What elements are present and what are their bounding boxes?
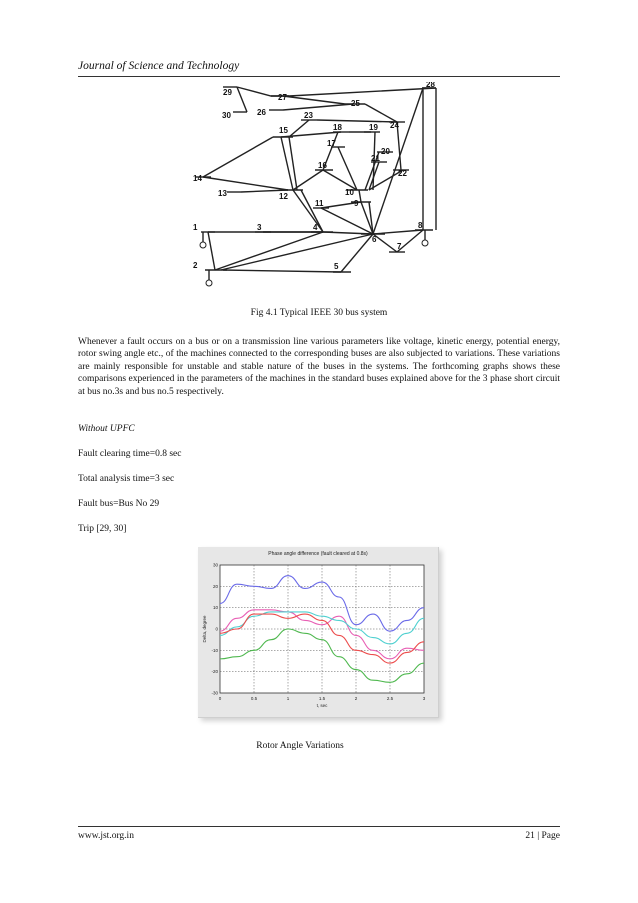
fault-bus: Fault bus=Bus No 29 [78, 499, 160, 509]
svg-text:12: 12 [279, 192, 288, 201]
rotor-angle-chart [198, 547, 439, 718]
x-axis-label: t, sec [316, 703, 328, 708]
svg-text:17: 17 [327, 139, 336, 148]
x-tick-label: 0.5 [250, 696, 258, 701]
svg-text:9: 9 [354, 199, 359, 208]
svg-text:29: 29 [223, 88, 232, 97]
body-paragraph: Whenever a fault occurs on a bus or on a transmission line various parameters like voltage, kinetic energy, potential energy, rotor swing angle etc., of the machines connected to the corresponding buses are also subjected to variations. These variations are mainly responsible for unstable and stable nature of the buses in the systems. The forthcoming graphs shows these comparisons experienced in the parameters of the machines in the standard buses explained above for the 3 phase short circuit at bus no.3s and bus no.5 respectively. [78, 337, 560, 397]
chart-caption: Rotor Angle Variations [256, 741, 344, 751]
page-header [78, 58, 560, 77]
y-tick-label: 0 [215, 626, 218, 632]
svg-text:30: 30 [222, 111, 231, 120]
svg-text:1: 1 [193, 223, 198, 232]
footer-page-number: 21 | Page [525, 831, 560, 841]
svg-text:4: 4 [313, 223, 318, 232]
svg-text:7: 7 [397, 242, 402, 251]
x-tick-label: 1 [286, 696, 290, 701]
rotor-angle-plot [198, 547, 438, 717]
page-footer [78, 826, 560, 841]
svg-text:20: 20 [381, 147, 390, 156]
x-tick-label: 1.5 [318, 696, 326, 701]
footer-website: www.jst.org.in [78, 831, 134, 841]
svg-text:16: 16 [318, 161, 327, 170]
svg-text:8: 8 [418, 221, 423, 230]
svg-text:6: 6 [372, 235, 377, 244]
x-tick-label: 3 [422, 696, 426, 701]
svg-text:27: 27 [278, 93, 287, 102]
total-analysis-time: Total analysis time=3 sec [78, 474, 175, 484]
x-tick-label: 2 [354, 696, 358, 701]
svg-text:21: 21 [371, 154, 380, 163]
svg-text:3: 3 [257, 223, 262, 232]
y-tick-label: -10 [211, 647, 218, 653]
svg-text:23: 23 [304, 111, 313, 120]
y-tick-label: -30 [211, 690, 218, 696]
svg-text:25: 25 [351, 99, 360, 108]
svg-text:14: 14 [193, 174, 202, 183]
y-tick-label: 10 [212, 605, 218, 611]
svg-text:5: 5 [334, 262, 339, 271]
section-title-without-upfc: Without UPFC [78, 424, 135, 434]
svg-text:11: 11 [315, 199, 324, 208]
journal-title: Journal of Science and Technology [78, 60, 240, 72]
x-tick-label: 0 [218, 696, 222, 701]
svg-text:24: 24 [390, 121, 399, 130]
y-axis-label: Delta, degree [202, 615, 207, 643]
y-tick-label: 30 [212, 562, 218, 568]
x-tick-label: 2.5 [386, 696, 394, 701]
trip-buses: Trip [29, 30] [78, 524, 127, 534]
ieee-30-bus-diagram [193, 82, 438, 292]
svg-text:15: 15 [279, 126, 288, 135]
svg-text:28: 28 [426, 82, 435, 89]
svg-text:22: 22 [398, 169, 407, 178]
svg-text:19: 19 [369, 123, 378, 132]
y-tick-label: 20 [212, 583, 218, 589]
figure1-caption: Fig 4.1 Typical IEEE 30 bus system [250, 308, 388, 318]
chart-title: Phase angle difference (fault cleared at 0.8s) [268, 551, 368, 557]
svg-text:18: 18 [333, 123, 342, 132]
y-tick-label: -20 [211, 669, 218, 675]
svg-text:10: 10 [345, 188, 354, 197]
svg-text:2: 2 [193, 261, 198, 270]
svg-text:13: 13 [218, 189, 227, 198]
fault-clearing-time: Fault clearing time=0.8 sec [78, 449, 182, 459]
svg-text:26: 26 [257, 108, 266, 117]
